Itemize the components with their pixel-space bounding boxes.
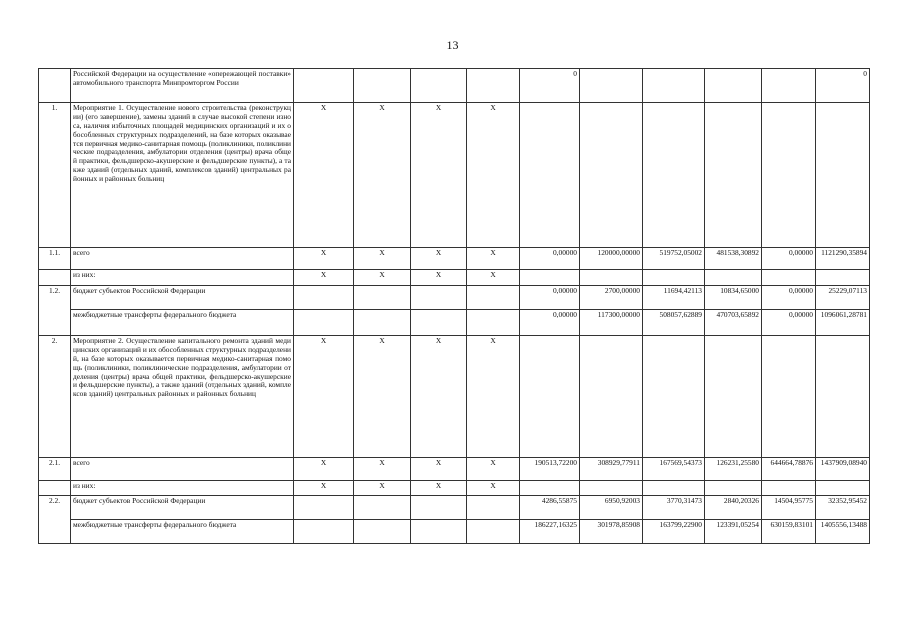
- value-cell: [520, 270, 580, 286]
- value-cell: [705, 481, 762, 496]
- value-cell: [643, 103, 705, 248]
- x-cell: X: [354, 336, 411, 458]
- x-cell: [411, 496, 467, 520]
- table-row: [39, 310, 870, 336]
- value-cell: 14504,95775: [762, 496, 816, 520]
- value-cell: 117300,00000: [580, 310, 643, 336]
- row-index: 2.2.: [39, 496, 71, 544]
- row-description: всего: [71, 458, 294, 481]
- x-cell: [294, 496, 354, 520]
- table-row: [39, 336, 870, 458]
- value-cell: 630159,83101: [762, 520, 816, 544]
- x-cell: X: [354, 248, 411, 270]
- row-index: [39, 481, 71, 496]
- value-cell: [520, 336, 580, 458]
- value-cell: 308929,77911: [580, 458, 643, 481]
- value-cell: 0,00000: [520, 310, 580, 336]
- row-description: межбюджетные трансферты федерального бюджета: [71, 310, 294, 336]
- row-description: всего: [71, 248, 294, 270]
- value-cell: 2840,20326: [705, 496, 762, 520]
- x-cell: X: [411, 458, 467, 481]
- value-cell: [643, 270, 705, 286]
- value-cell: [762, 69, 816, 103]
- row-description: бюджет субъектов Российской Федерации: [71, 496, 294, 520]
- value-cell: [762, 336, 816, 458]
- value-cell: 1405556,13488: [816, 520, 870, 544]
- value-cell: 0,00000: [762, 248, 816, 270]
- value-cell: 120000,00000: [580, 248, 643, 270]
- row-index: [39, 69, 71, 103]
- value-cell: 508057,62889: [643, 310, 705, 336]
- value-cell: 519752,05002: [643, 248, 705, 270]
- value-cell: 126231,25580: [705, 458, 762, 481]
- value-cell: 481538,30892: [705, 248, 762, 270]
- value-cell: 32352,95452: [816, 496, 870, 520]
- x-cell: [411, 69, 467, 103]
- row-index: 1.: [39, 103, 71, 248]
- table-row: [39, 286, 870, 310]
- x-cell: X: [411, 481, 467, 496]
- x-cell: [467, 520, 520, 544]
- x-cell: X: [354, 458, 411, 481]
- x-cell: [354, 286, 411, 310]
- value-cell: [705, 270, 762, 286]
- value-cell: 6950,92003: [580, 496, 643, 520]
- value-cell: [816, 103, 870, 248]
- value-cell: [580, 481, 643, 496]
- row-description: Мероприятие 2. Осуществление капитального ремонта зданий медицинских организаций и их обособленных структурных подразделений, на базе которых оказывается первичная медико-санитарная помощь (поликлиники, поликлинические подразделения, амбулатории отделения (центры) врача общей практики, фельдшерско-акушерские и фельдшерские пункты), а также зданий (отдельных зданий, комплексов зданий) центральных районных и районных больниц: [71, 336, 294, 458]
- row-index: 2.1.: [39, 458, 71, 481]
- table-row: [39, 496, 870, 520]
- value-cell: [705, 103, 762, 248]
- x-cell: X: [294, 481, 354, 496]
- x-cell: X: [467, 336, 520, 458]
- x-cell: X: [411, 103, 467, 248]
- x-cell: X: [294, 270, 354, 286]
- value-cell: 10834,65000: [705, 286, 762, 310]
- value-cell: 470703,65892: [705, 310, 762, 336]
- x-cell: X: [467, 458, 520, 481]
- value-cell: [705, 336, 762, 458]
- value-cell: 1121290,35894: [816, 248, 870, 270]
- value-cell: 644664,78876: [762, 458, 816, 481]
- value-cell: 1437909,08940: [816, 458, 870, 481]
- x-cell: [411, 520, 467, 544]
- page-number: 13: [446, 38, 459, 52]
- table-row: [39, 270, 870, 286]
- value-cell: [816, 270, 870, 286]
- x-cell: [467, 496, 520, 520]
- x-cell: X: [294, 458, 354, 481]
- x-cell: [354, 520, 411, 544]
- x-cell: X: [294, 248, 354, 270]
- x-cell: [467, 69, 520, 103]
- value-cell: [643, 69, 705, 103]
- budget-table: [38, 68, 870, 544]
- x-cell: [354, 310, 411, 336]
- value-cell: [643, 481, 705, 496]
- value-cell: [762, 270, 816, 286]
- value-cell: [580, 103, 643, 248]
- row-description: Российской Федерации на осуществление «опережающей поставки» автомобильного транспорта Минпромторгом России: [71, 69, 294, 103]
- value-cell: [762, 481, 816, 496]
- x-cell: X: [354, 103, 411, 248]
- value-cell: 163799,22900: [643, 520, 705, 544]
- value-cell: 186227,16325: [520, 520, 580, 544]
- value-cell: 25229,07113: [816, 286, 870, 310]
- value-cell: [580, 69, 643, 103]
- value-cell: 3770,31473: [643, 496, 705, 520]
- table-row: [39, 481, 870, 496]
- x-cell: [354, 496, 411, 520]
- value-cell: [580, 336, 643, 458]
- value-cell: 2700,00000: [580, 286, 643, 310]
- value-cell: [580, 270, 643, 286]
- value-cell: [520, 103, 580, 248]
- row-description: межбюджетные трансферты федерального бюджета: [71, 520, 294, 544]
- x-cell: [467, 286, 520, 310]
- value-cell: [643, 336, 705, 458]
- row-index: [39, 270, 71, 286]
- x-cell: X: [411, 336, 467, 458]
- row-index: 2.: [39, 336, 71, 458]
- value-cell: [705, 69, 762, 103]
- x-cell: [294, 286, 354, 310]
- row-index: 1.2.: [39, 286, 71, 336]
- table-row: [39, 520, 870, 544]
- value-cell: 4286,55875: [520, 496, 580, 520]
- value-cell: [520, 481, 580, 496]
- x-cell: [467, 310, 520, 336]
- row-description: из них:: [71, 270, 294, 286]
- x-cell: [411, 310, 467, 336]
- table-row: [39, 103, 870, 248]
- x-cell: [411, 286, 467, 310]
- x-cell: [294, 310, 354, 336]
- value-cell: 0,00000: [762, 310, 816, 336]
- value-cell: 0,00000: [520, 286, 580, 310]
- x-cell: X: [411, 248, 467, 270]
- row-description: из них:: [71, 481, 294, 496]
- row-description: бюджет субъектов Российской Федерации: [71, 286, 294, 310]
- value-cell: [762, 103, 816, 248]
- value-cell: 301978,85908: [580, 520, 643, 544]
- value-cell: [816, 481, 870, 496]
- x-cell: [294, 520, 354, 544]
- row-description: Мероприятие 1. Осуществление нового строительства (реконструкции) (его завершение), замены зданий в случае высокой степени износа, наличия избыточных площадей медицинских организаций и их обособленных структурных подразделений, на базе которых оказывается первичная медико-санитарная помощь (поликлиники, поликлинические подразделения, амбулатории отделения (центры) врача общей практики, фельдшерско-акушерские и фельдшерские пункты), а также зданий (отдельных зданий, комплексов зданий) центральных районных и районных больниц: [71, 103, 294, 248]
- table-row: [39, 248, 870, 270]
- value-cell: 0,00000: [762, 286, 816, 310]
- value-cell: 0: [816, 69, 870, 103]
- value-cell: 1096061,28781: [816, 310, 870, 336]
- x-cell: X: [411, 270, 467, 286]
- x-cell: X: [294, 336, 354, 458]
- value-cell: 0,00000: [520, 248, 580, 270]
- row-index: 1.1.: [39, 248, 71, 270]
- value-cell: 0: [520, 69, 580, 103]
- table-row: [39, 458, 870, 481]
- x-cell: [294, 69, 354, 103]
- x-cell: X: [354, 270, 411, 286]
- value-cell: 190513,72200: [520, 458, 580, 481]
- table-row: [39, 69, 870, 103]
- x-cell: X: [294, 103, 354, 248]
- value-cell: 123391,05254: [705, 520, 762, 544]
- x-cell: X: [467, 248, 520, 270]
- value-cell: [816, 336, 870, 458]
- x-cell: [354, 69, 411, 103]
- x-cell: X: [467, 481, 520, 496]
- value-cell: 167569,54373: [643, 458, 705, 481]
- x-cell: X: [467, 103, 520, 248]
- value-cell: 11694,42113: [643, 286, 705, 310]
- x-cell: X: [467, 270, 520, 286]
- x-cell: X: [354, 481, 411, 496]
